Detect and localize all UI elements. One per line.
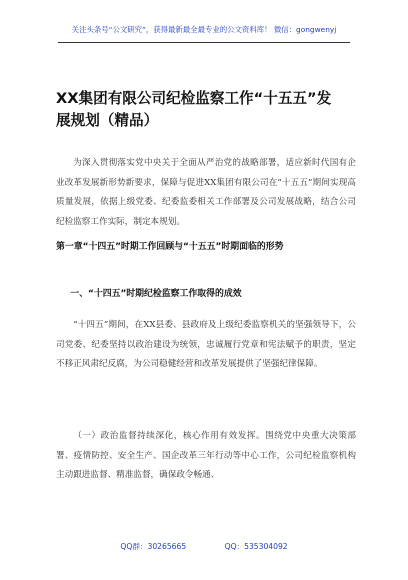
section-1-heading: 一、“十四五”时期纪检监察工作取得的成效 bbox=[70, 289, 242, 299]
intro-paragraph bbox=[56, 154, 356, 232]
intro-text: 为深入贯彻落实党中央关于全面从严治党的战略部署，适应新时代国有企业改革发展新形势新要求，保障与促进XX集团有限公司在“十五五”期间实现高质量发展，依据上级党委、纪委监委相关工作部署及公司发展战略，结合公司纪检监察工作实际，制定本规划。 bbox=[56, 158, 356, 227]
section-1-paragraph bbox=[56, 316, 356, 375]
chapter-1-heading: 第一章“十四五”时期工作回顾与“十五五”时期面临的形势 bbox=[56, 242, 284, 252]
header-note: 关注头条号“公文研究”，获得最新最全最专业的公文资料库！ 微信：gongwenyj bbox=[71, 25, 337, 34]
section-1-text: “十四五”期间，在XX县委、县政府及上级纪委监察机关的坚强领导下，公司党委、纪委坚持以政治建设为统领，忠诚履行党章和宪法赋予的职责，坚定不移正风肃纪反腐，为公司稳健经营和改革发展提供了坚强纪律保障。 bbox=[56, 320, 356, 369]
footer-qq: QQ：535304092 bbox=[224, 542, 288, 551]
header-divider bbox=[58, 42, 350, 43]
item-1-paragraph bbox=[56, 427, 356, 486]
item-1-text: （一）政治监督持续深化，核心作用有效发挥。围绕党中央重大决策部署、疫情防控、安全生产、国企改革三年行动等中心工作，公司纪检监察机构主动跟进监督、精准监督，确保政令畅通、 bbox=[56, 431, 356, 480]
footer-contact bbox=[0, 541, 408, 552]
title-line-1: XX集团有限公司纪检监察工作“十五五”发 bbox=[56, 90, 332, 107]
title-line-2: 展规划（精品） bbox=[56, 112, 159, 129]
footer-qq-group: QQ群：30265665 bbox=[120, 542, 187, 551]
document-title bbox=[56, 88, 352, 132]
